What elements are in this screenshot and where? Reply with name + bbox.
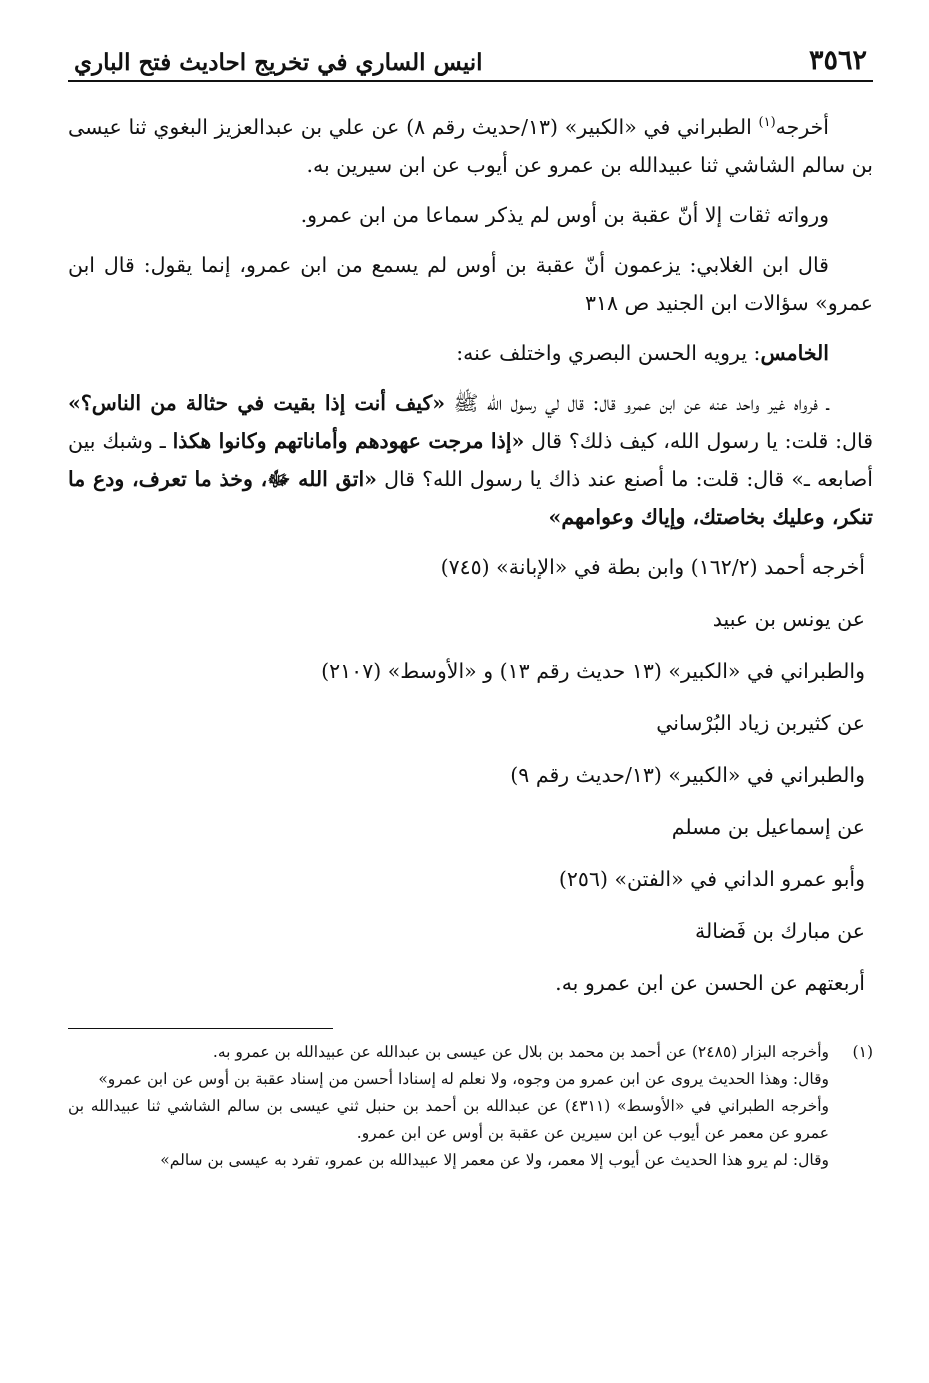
takhrij-line: عن مبارك بن فَضالة [695,918,865,943]
main-text [68,104,873,1002]
takhrij-line: والطبراني في «الكبير» (١٣/حديث رقم ٩) [510,762,865,787]
footnote-1 [68,1039,873,1174]
running-title: انيس الساري في تخريج احاديث فتح الباري [74,49,483,76]
paragraph-2: ورواته ثقات إلا أنّ عقبة بن أوس لم يذكر سماعا من ابن عمرو. [300,202,829,227]
hadith-quote-2: «إذا مرجت عهودهم وأماناتهم وكانوا هكذا [172,428,525,453]
paragraph-3: قال ابن الغلابي: يزعمون أنّ عقبة بن أوس لم يسمع من ابن عمرو، إنما يقول: قال ابن عمرو» سؤالات ابن الجنيد ص ٣١٨ [68,252,873,315]
paragraph-5-seg-1: ـ فرواه غير واحد عنه عن ابن عمرو قال: قال لي رسول الله ﷺ [445,390,829,415]
footnote-line: وأخرجه الطبراني في «الأوسط» (٤٣١١) عن عبدالله بن أحمد بن حنبل ثني عيسى بن سالم الشاشي ثنا عبيدالله بن عمرو عن معمر عن أيوب عن ابن سيرين عن عقبة بن أوس عن ابن عمرو. [68,1096,829,1142]
paragraph-4 [68,334,873,372]
takhrij-line: أخرجه أحمد (١٦٢/٢) وابن بطة في «الإبانة» (٧٤٥) [440,554,865,579]
footnote-body [68,1039,829,1174]
takhrij-line: وأبو عمرو الداني في «الفتن» (٢٥٦) [558,866,865,891]
hadith-quote-3: «اتق الله ﷻ، وخذ ما تعرف، ودع ما تنكر، وعليك بخاصتك، وإياك وعوامهم» [68,466,873,529]
section-heading: الخامس [760,340,829,365]
footnotes [68,1039,873,1174]
footnote-separator [68,1028,333,1029]
paragraph-1-start: أخرجه [775,114,829,139]
takhrij-line: عن إسماعيل بن مسلم [671,814,865,839]
takhrij-line: أربعتهم عن الحسن عن ابن عمرو به. [555,970,865,995]
page-number: ٣٥٦٢ [808,45,867,76]
footnote-ref[interactable]: (١) [758,115,776,130]
takhrij-line: عن يونس بن عبيد [712,606,865,631]
page-header [68,34,873,74]
paragraph-5-seg-2: قال: قلت: يا رسول الله، كيف ذلك؟ قال [524,428,873,453]
footnote-number: (١) [852,1042,873,1061]
takhrij-line: والطبراني في «الكبير» (١٣ حديث رقم ١٣) و «الأوسط» (٢١٠٧) [321,658,865,683]
paragraph-5-seg-3: ـ وشبك بين أصابعه ـ» قال: قلت: ما أصنع عند ذاك يا رسول الله؟ قال [68,428,873,491]
header-rule [68,80,873,82]
footnote-line: وقال: وهذا الحديث يروى عن ابن عمرو من وجوه، ولا نعلم له إسنادا أحسن من إسناد عقبة بن أوس عن ابن عمرو» [98,1069,829,1088]
paragraph-1 [68,104,873,184]
paragraph-4-text: : يرويه الحسن البصري واختلف عنه: [456,340,761,365]
paragraph-5 [68,384,873,536]
footnote-line: وقال: لم يرو هذا الحديث عن أيوب إلا معمر، ولا عن معمر إلا عبيدالله بن عمرو، تفرد به عيسى بن سالم» [160,1150,829,1169]
takhrij-line: عن كثيربن زياد البُرْساني [656,710,865,735]
paragraph-1-rest: الطبراني في «الكبير» (١٣/حديث رقم ٨) عن علي بن عبدالعزيز البغوي ثنا عيسى بن سالم الشاشي ثنا عبيدالله بن عمرو عن أيوب عن ابن سيرين به. [68,114,873,177]
footnote-line: وأخرجه البزار (٢٤٨٥) عن أحمد بن محمد بن بلال عن عيسى بن عبدالله عن عبيدالله بن عمرو به. [212,1042,829,1061]
hadith-quote-1: «كيف أنت إذا بقيت في حثالة من الناس؟» [68,390,446,415]
